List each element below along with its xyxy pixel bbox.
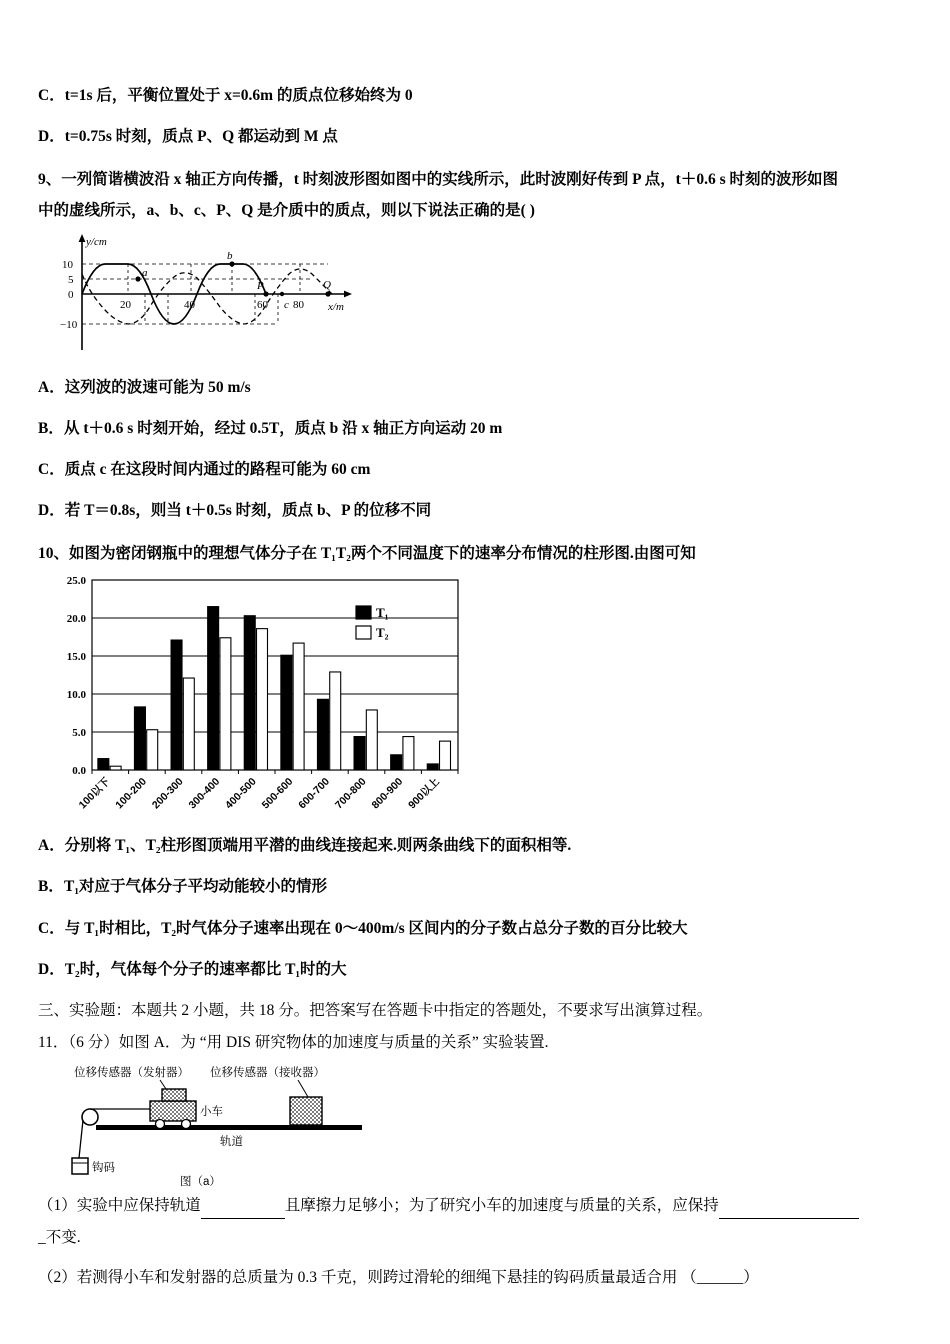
bar-T₁-400-500 xyxy=(244,616,255,770)
bar-T₁-600-700 xyxy=(317,700,328,771)
bar-T₂-800-900 xyxy=(403,737,414,770)
y-axis-tick-2: 10.0 xyxy=(66,689,86,702)
x-axis-label-3: 300-400 xyxy=(186,775,223,812)
wave-point-c xyxy=(280,291,284,295)
svg-text:60: 60 xyxy=(257,298,268,311)
q11-sub2: （2）若测得小车和发射器的总质量为 0.3 千克，则跨过滑轮的细绳下悬挂的钩码质量最适合用 （______） xyxy=(38,1268,759,1286)
q10-option-b xyxy=(38,875,922,898)
q10-option-b-text: T₁对应于气体分子平均动能较小的情形 xyxy=(64,878,327,896)
legend-label-T₁: T₁ xyxy=(376,605,389,621)
bar-T₁-200-300 xyxy=(171,640,182,770)
x-axis-label-5: 500-600 xyxy=(259,775,296,812)
q9-option-b xyxy=(38,417,922,440)
bar-T₂-500-600 xyxy=(293,643,304,770)
q9-option-a xyxy=(38,376,922,399)
x-axis-label-9: 900以上 xyxy=(406,775,442,812)
page-content xyxy=(38,84,922,1296)
q11-apparatus-figure xyxy=(60,1063,400,1193)
q10-option-a-text: 分别将 T₁、T₂柱形图顶端用平潜的曲线连接起来.则两条曲线下的面积相等. xyxy=(64,837,572,855)
svg-text:80: 80 xyxy=(293,298,304,311)
bar-T₂-300-400 xyxy=(220,638,231,770)
svg-text:x/m: x/m xyxy=(328,300,344,313)
bar-T₁-500-600 xyxy=(281,655,292,770)
q8-option-c-label: C． xyxy=(38,87,65,104)
bar-T₁-700-800 xyxy=(354,737,365,770)
q8-option-d-text: t=0.75s 时刻，质点 P、Q 都运动到 M 点 xyxy=(64,128,338,146)
q11-blank-2[interactable] xyxy=(719,1193,859,1220)
q8-option-d-label: D． xyxy=(38,128,65,146)
q9-option-c xyxy=(38,458,922,481)
x-axis-label-0: 100以下 xyxy=(76,775,113,812)
bar-T₁-800-900 xyxy=(391,755,402,770)
q10-number: 10、 xyxy=(38,544,70,562)
bar-T₁-100以下 xyxy=(98,759,109,770)
cart-label-text: 小车 xyxy=(200,1105,223,1118)
svg-text:0: 0 xyxy=(68,288,74,301)
svg-text:b: b xyxy=(227,249,233,262)
bar-T₂-100-200 xyxy=(147,730,158,770)
bar-T₂-700-800 xyxy=(366,710,377,770)
q10-stem xyxy=(38,541,922,567)
q11-blank-1[interactable] xyxy=(201,1193,285,1220)
q9-stem-line2 xyxy=(38,198,922,224)
y-axis-tick-0: 0.0 xyxy=(72,765,86,778)
q8-option-d xyxy=(38,125,922,148)
q11-sub1-cont: _不变. xyxy=(38,1229,81,1247)
figure-caption-text: 图（a） xyxy=(180,1175,221,1188)
x-axis-label-8: 800-900 xyxy=(369,775,406,812)
svg-text:y/cm: y/cm xyxy=(86,235,107,248)
wave-point-Q xyxy=(325,291,330,296)
svg-text:Q: Q xyxy=(323,278,331,291)
q10-option-a-label: A． xyxy=(38,837,65,855)
x-axis-label-6: 600-700 xyxy=(296,775,333,812)
q11-sub1 xyxy=(38,1193,922,1220)
q9-wave-figure xyxy=(60,232,360,352)
q9-option-d xyxy=(38,499,922,522)
q10-option-c xyxy=(38,917,922,940)
q10-option-a xyxy=(38,834,922,857)
q9-option-d-label: D． xyxy=(38,502,65,520)
svg-text:c: c xyxy=(284,298,289,311)
wave-point-b xyxy=(229,261,234,266)
weight-label-text: 钩码 xyxy=(92,1161,115,1174)
svg-text:P: P xyxy=(257,279,264,292)
x-axis-label-4: 400-500 xyxy=(223,775,259,812)
q10-option-b-label: B． xyxy=(38,878,64,896)
legend-swatch-T₂ xyxy=(356,626,371,639)
bar-T₂-600-700 xyxy=(330,672,341,770)
q9-number: 9、 xyxy=(38,170,62,188)
y-axis-tick-1: 5.0 xyxy=(72,727,86,740)
q10-stem-text: 如图为密闭钢瓶中的理想气体分子在 T₁T₂两个不同温度下的速率分布情况的柱形图.由图可知 xyxy=(69,544,696,562)
legend-label-T₂: T₂ xyxy=(376,625,389,641)
q8-option-c-text: t=1s 后，平衡位置处于 x=0.6m 的质点位移始终为 0 xyxy=(64,87,413,104)
q9-stem-line1 xyxy=(38,167,922,193)
svg-text:−10: −10 xyxy=(60,318,78,331)
q9-option-c-label: C． xyxy=(38,461,65,479)
q10-option-c-label: C． xyxy=(38,919,65,937)
section3-heading: 三、实验题：本题共 2 小题，共 18 分。把答案写在答题卡中指定的答题处，不要求写出演算过程。 xyxy=(38,1002,713,1020)
speed-distribution-bar-chart xyxy=(46,572,466,832)
q9-stem-text2: 中的虚线所示，a、b、c、P、Q 是介质中的质点，则以下说法正确的是( ) xyxy=(38,202,535,220)
q9-option-b-text: 从 t＋0.6 s 时刻开始，经过 0.5T，质点 b 沿 x 轴正方向运动 20 m xyxy=(64,419,503,437)
q10-option-d-label: D． xyxy=(38,960,65,978)
q9-option-c-text: 质点 c 在这段时间内通过的路程可能为 60 cm xyxy=(64,461,371,479)
bar-T₂-100以下 xyxy=(110,766,121,770)
q9-option-a-label: A． xyxy=(38,378,65,396)
svg-text:a: a xyxy=(142,266,148,279)
bar-T₁-300-400 xyxy=(208,607,219,770)
q9-stem-text1: 一列简谐横波沿 x 轴正方向传播，t 时刻波形图如图中的实线所示，此时波刚好传到 P 点，t＋0.6 s 时刻的波形如图 xyxy=(61,170,838,188)
y-axis-tick-4: 20.0 xyxy=(66,613,86,626)
q11-sub1-pre: （1）实验中应保持轨道 xyxy=(38,1196,201,1214)
track-label-text: 轨道 xyxy=(220,1135,243,1148)
svg-text:10: 10 xyxy=(62,258,73,271)
x-axis-label-7: 700-800 xyxy=(332,775,369,812)
q11-sub1-mid: 且摩擦力足够小；为了研究小车的加速度与质量的关系，应保持 xyxy=(284,1196,719,1214)
bar-T₂-400-500 xyxy=(257,629,268,770)
wave-point-P xyxy=(263,291,268,296)
y-axis-tick-3: 15.0 xyxy=(66,651,86,664)
bar-T₁-900以上 xyxy=(427,764,438,770)
legend-swatch-T₁ xyxy=(356,606,371,619)
q10-option-d-text: T₂时，气体每个分子的速率都比 T₁时的大 xyxy=(64,960,347,978)
bar-T₂-900以上 xyxy=(440,741,451,770)
bar-T₁-100-200 xyxy=(134,707,145,770)
y-axis-tick-5: 25.0 xyxy=(66,575,86,588)
bar-T₂-200-300 xyxy=(183,678,194,770)
svg-text:5: 5 xyxy=(68,273,74,286)
x-axis-label-2: 200-300 xyxy=(149,775,186,812)
q9-option-d-text: 若 T＝0.8s，则当 t＋0.5s 时刻，质点 b、P 的位移不同 xyxy=(64,502,432,520)
svg-text:20: 20 xyxy=(120,298,131,311)
q8-option-c xyxy=(38,84,922,107)
emitter-label-text: 位移传感器（发射器） xyxy=(74,1066,189,1079)
svg-text:40: 40 xyxy=(184,298,195,311)
wave-point-a xyxy=(135,276,140,281)
x-axis-label-1: 100-200 xyxy=(113,775,150,812)
q9-option-a-text: 这列波的波速可能为 50 m/s xyxy=(64,378,251,396)
receiver-label-text: 位移传感器（接收器） xyxy=(210,1066,325,1079)
q9-option-b-label: B． xyxy=(38,419,64,437)
q11-stem: 11．（6 分）如图 A．为 “用 DIS 研究物体的加速度与质量的关系” 实验装置. xyxy=(38,1033,549,1051)
q10-option-c-text: 与 T₁时相比，T₂时气体分子速率出现在 0～400m/s 区间内的分子数占总分子数的百分比较大 xyxy=(64,919,688,937)
q10-option-d xyxy=(38,958,922,981)
